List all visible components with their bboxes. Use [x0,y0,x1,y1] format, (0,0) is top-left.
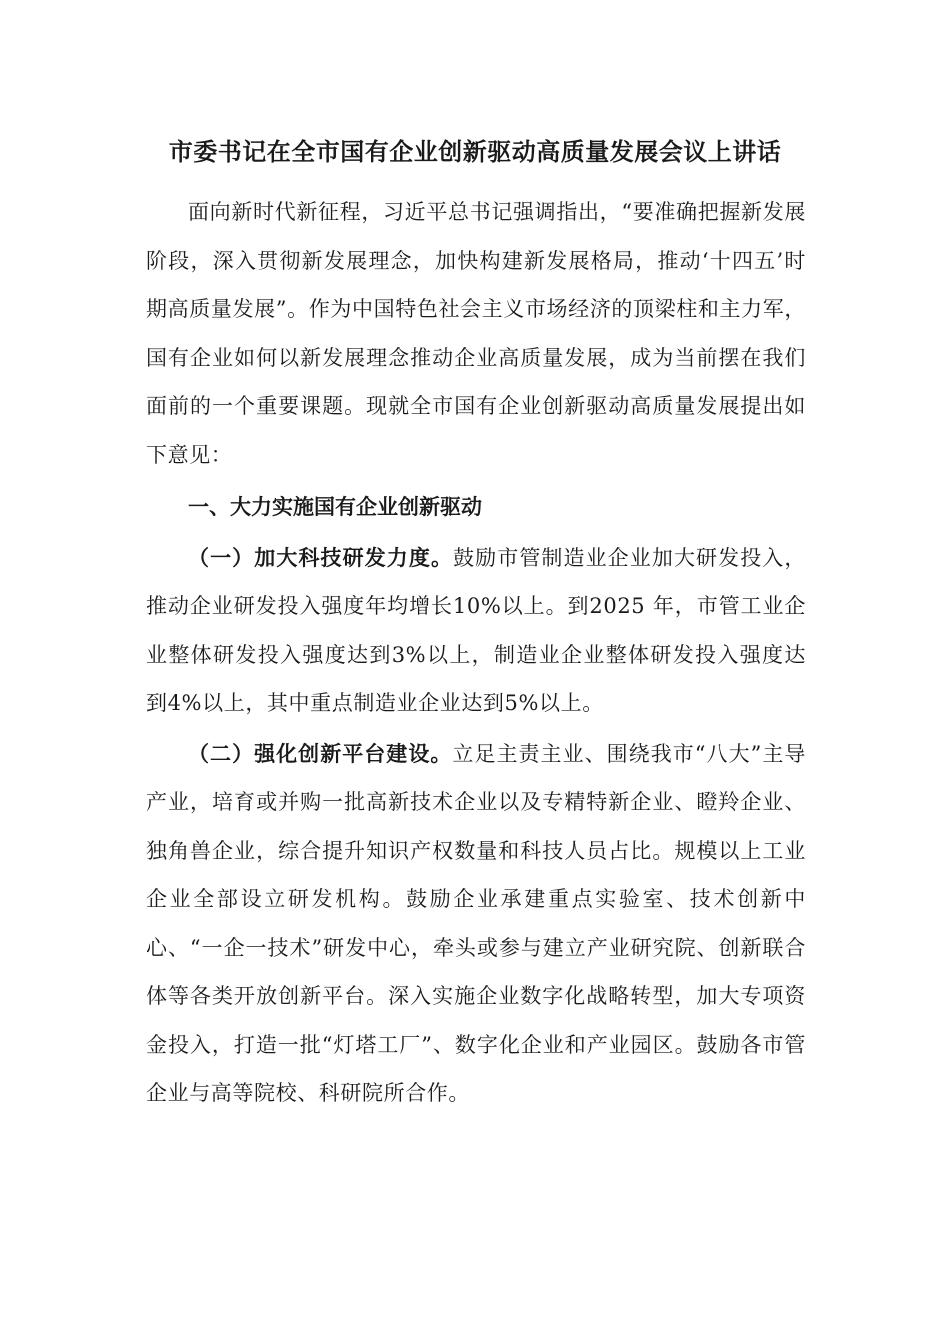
item-text-1: 鼓励市管制造业企业加大研发投入，推动企业研发投入强度年均增长10%以上。到2025 年，市管工业企业整体研发投入强度达到3%以上，制造业企业整体研发投入强度达到4%以上，其中重点制造业企业达到5%以上。 [146,545,806,715]
item-lead-1: （一）加大科技研发力度。 [188,545,454,570]
item-paragraph-1 [146,534,806,728]
section-heading-1: 一、大力实施国有企业创新驱动 [188,495,482,519]
item-text-2: 立足主责主业、围绕我市“八大”主导产业，培育或并购一批高新技术企业以及专精特新企业、瞪羚企业、独角兽企业，综合提升知识产权数量和科技人员占比。规模以上工业企业全部设立研发机构。鼓励企业承建重点实验室、技术创新中心、“一企一技术”研发中心，牵头或参与建立产业研究院、创新联合体等各类开放创新平台。深入实施企业数字化战略转型，加大专项资金投入，打造一批“灯塔工厂”、数字化企业和产业园区。鼓励各市管企业与高等院校、科研院所合作。 [146,741,807,1105]
intro-paragraph: 面向新时代新征程，习近平总书记强调指出，“要准确把握新发展阶段，深入贯彻新发展理念，加快构建新发展格局，推动‘十四五’时期高质量发展”。作为中国特色社会主义市场经济的顶梁柱和主力军，国有企业如何以新发展理念推动企业高质量发展，成为当前摆在我们面前的一个重要课题。现就全市国有企业创新驱动高质量发展提出如下意见： [146,200,806,467]
document-title: 市委书记在全市国有企业创新驱动高质量发展会议上讲话 [168,138,782,166]
item-paragraph-2 [146,730,806,1118]
document-body [146,188,806,1118]
item-lead-2: （二）强化创新平台建设。 [188,741,453,766]
